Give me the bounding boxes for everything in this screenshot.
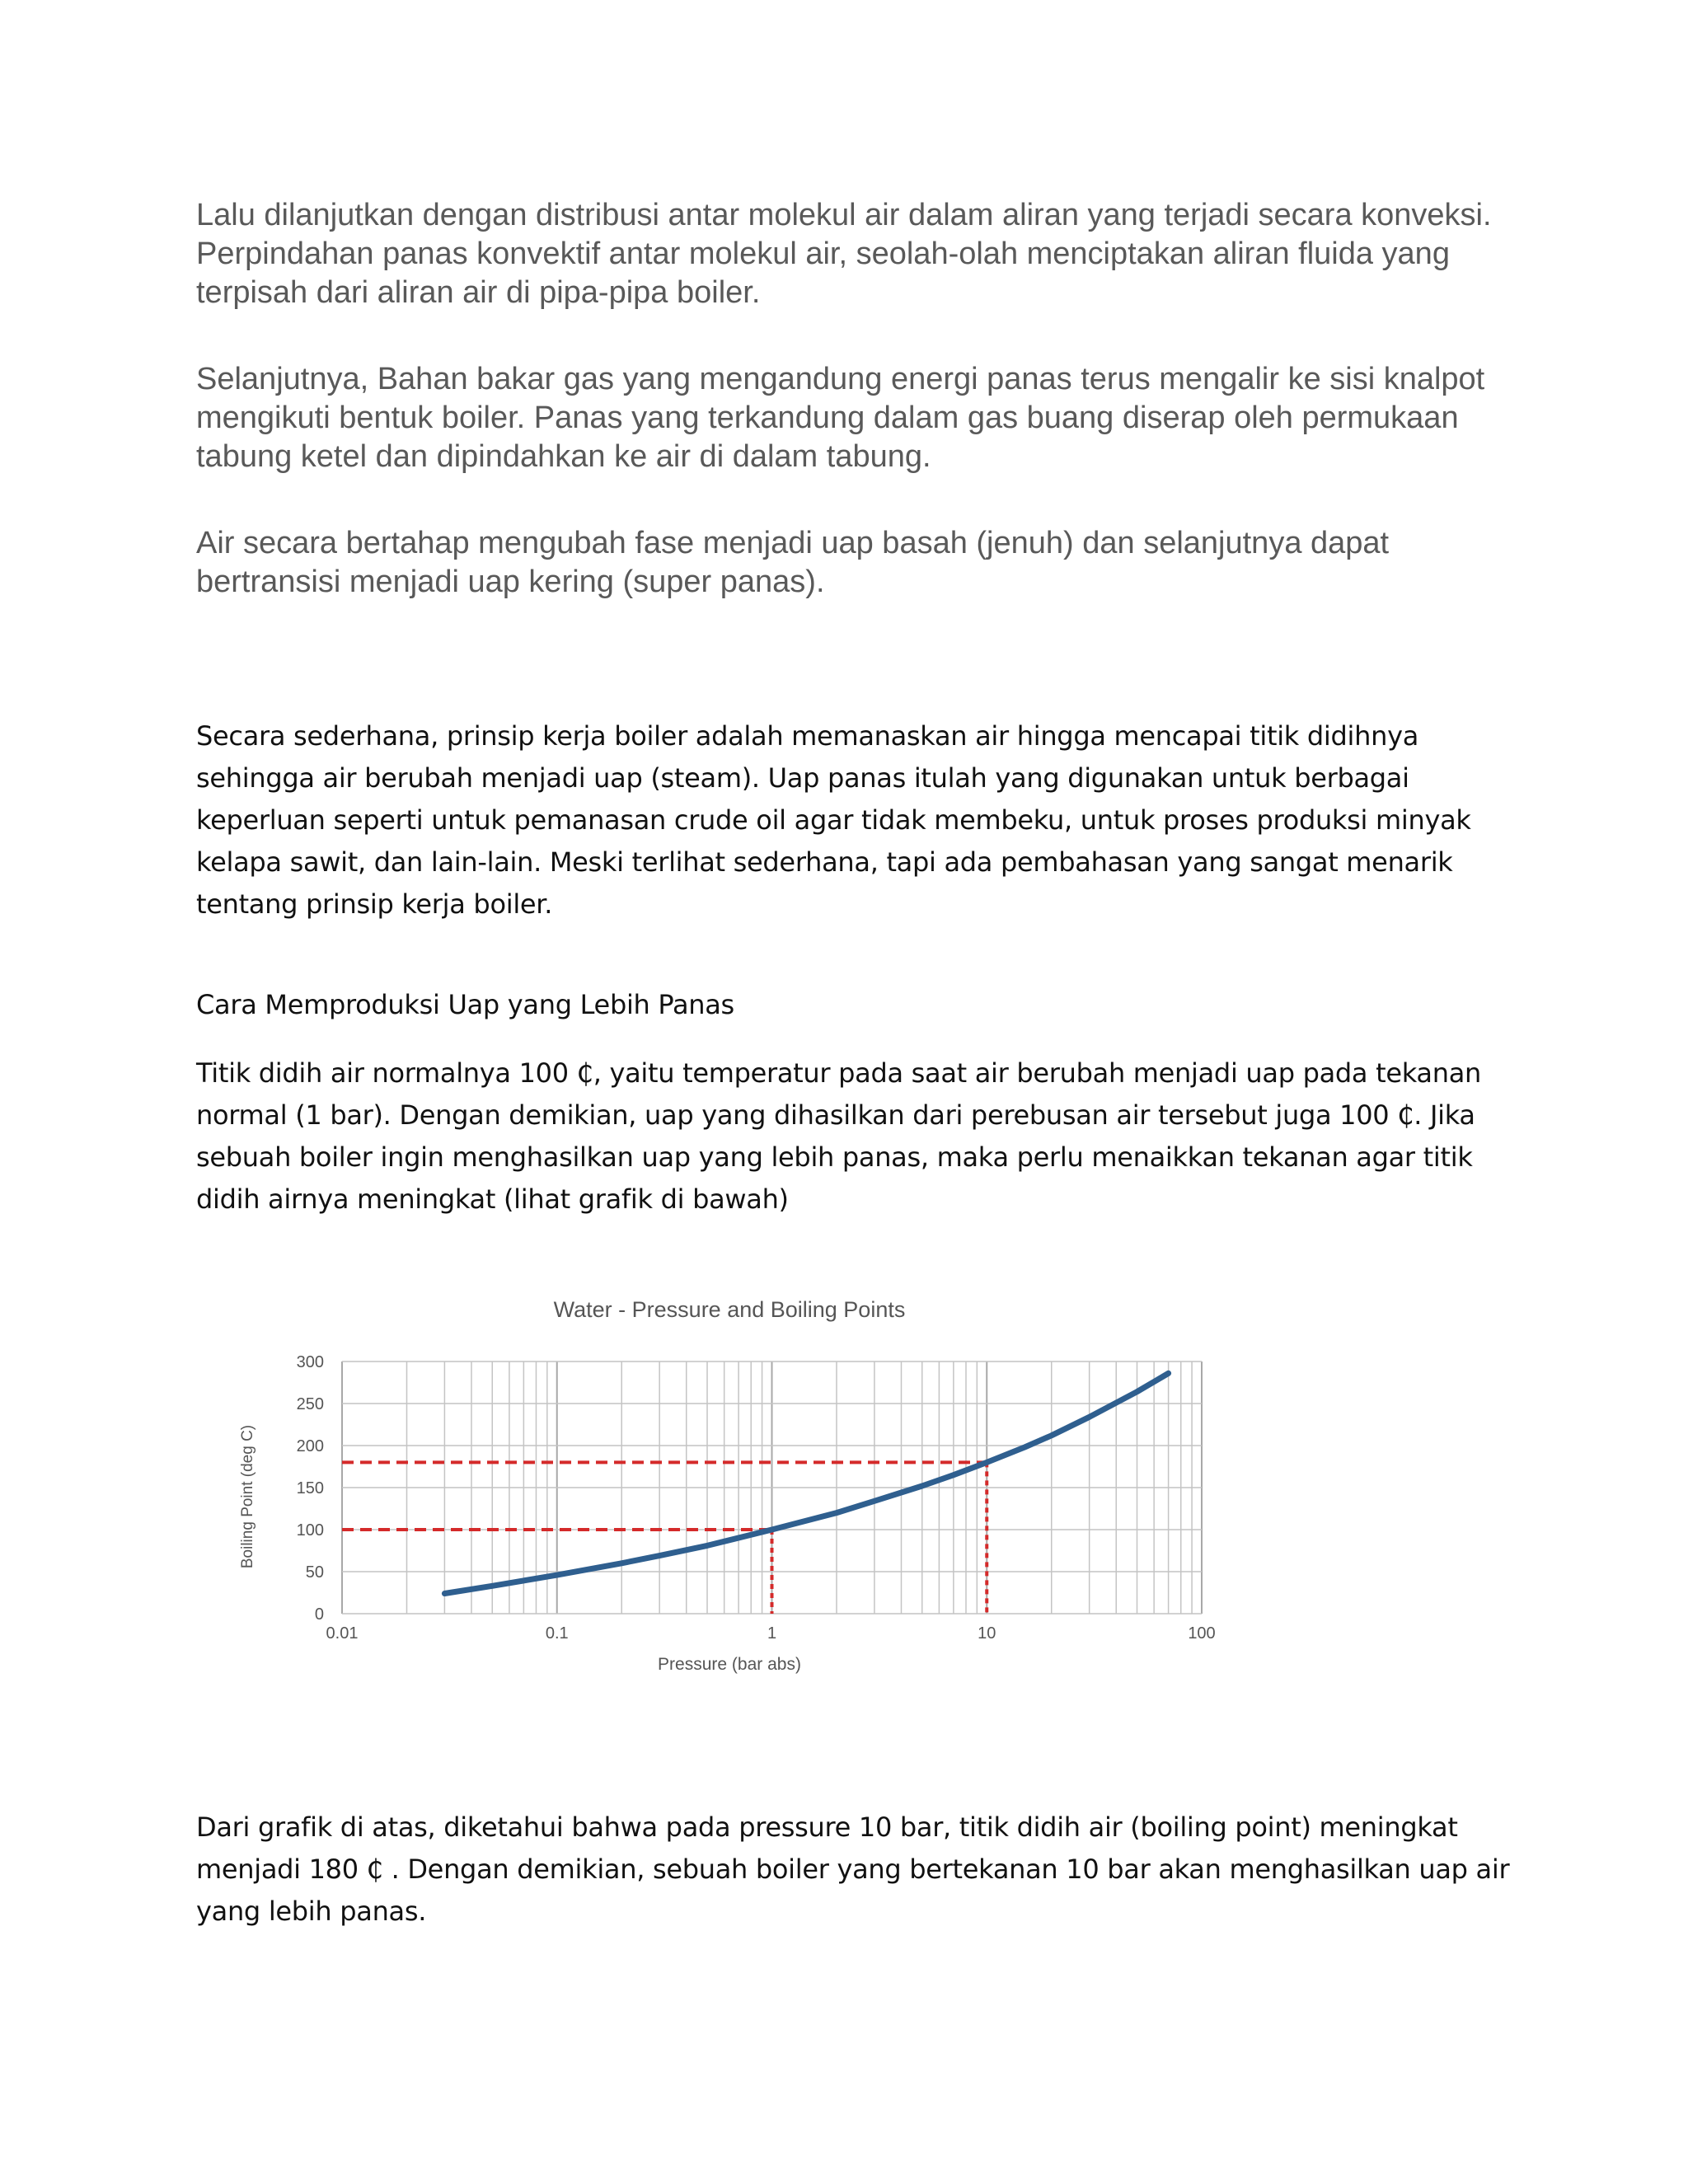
y-tick-label: 100 <box>296 1521 324 1540</box>
paragraph-conclusion: Dari grafik di atas, diketahui bahwa pada pressure 10 bar, titik didih air (boiling point) meningkat menjadi 180 ₵ . Dengan demikian, sebuah boiler yang bertekanan 10 bar akan menghasilkan uap air yang lebih panas. <box>196 1811 1510 1927</box>
paragraph-phase-change: Air secara bertahap mengubah fase menjadi uap basah (jenuh) dan selanjutnya dapat bertransisi menjadi uap kering (super panas). <box>196 526 1390 599</box>
paragraph-exhaust-gas: Selanjutnya, Bahan bakar gas yang mengandung energi panas terus mengalir ke sisi knalpot mengikuti bentuk boiler. Panas yang terkandung dalam gas buang diserap oleh permukaan tabung ketel dan dipindahkan ke air di dalam tabung. <box>196 362 1485 474</box>
y-tick-label: 0 <box>314 1605 324 1624</box>
x-tick-label: 100 <box>1188 1624 1216 1643</box>
x-tick-label: 1 <box>767 1624 777 1643</box>
chart-reference-lines <box>342 1462 987 1614</box>
y-axis-label: Boiling Point (deg C) <box>239 1424 256 1569</box>
x-axis-label: Pressure (bar abs) <box>658 1655 801 1674</box>
section-heading: Cara Memproduksi Uap yang Lebih Panas <box>196 989 734 1020</box>
x-tick-label: 10 <box>978 1624 996 1643</box>
x-tick-label: 0.01 <box>326 1624 359 1643</box>
paragraph-boiling-point: Titik didih air normalnya 100 ₵, yaitu temperatur pada saat air berubah menjadi uap pada tekanan normal (1 bar). Dengan demikian, uap yang dihasilkan dari perebusan air tersebut juga 100 ₵. Jika sebuah boiler ingin menghasilkan uap yang lebih panas, maka perlu menaikkan tekanan agar titik didih airnya meningkat (lihat grafik di bawah) <box>196 1057 1481 1215</box>
boiling-point-chart <box>223 1276 1245 1688</box>
x-tick-label: 0.1 <box>545 1624 569 1643</box>
y-tick-label: 150 <box>296 1479 324 1497</box>
y-tick-label: 300 <box>296 1353 324 1371</box>
chart-tick-labels <box>297 1353 1216 1643</box>
paragraph-boiler-principle: Secara sederhana, prinsip kerja boiler adalah memanaskan air hingga mencapai titik didihnya sehingga air berubah menjadi uap (steam). Uap panas itulah yang digunakan untuk berbagai keperluan seperti untuk pemanasan crude oil agar tidak membeku, untuk proses produksi minyak kelapa sawit, dan lain-lain. Meski terlihat sederhana, tapi ada pembahasan yang sangat menarik tentang prinsip kerja boiler. <box>196 720 1471 920</box>
y-tick-label: 50 <box>305 1563 324 1582</box>
chart-title: Water - Pressure and Boiling Points <box>553 1297 906 1322</box>
paragraph-convection: Lalu dilanjutkan dengan distribusi antar molekul air dalam aliran yang terjadi secara konveksi. Perpindahan panas konvektif antar molekul air, seolah-olah menciptakan aliran fluida yang terpisah dari aliran air di pipa-pipa boiler. <box>196 198 1492 310</box>
series-line-boiling-point <box>444 1373 1168 1593</box>
y-tick-label: 200 <box>296 1437 324 1455</box>
y-tick-label: 250 <box>296 1395 324 1413</box>
